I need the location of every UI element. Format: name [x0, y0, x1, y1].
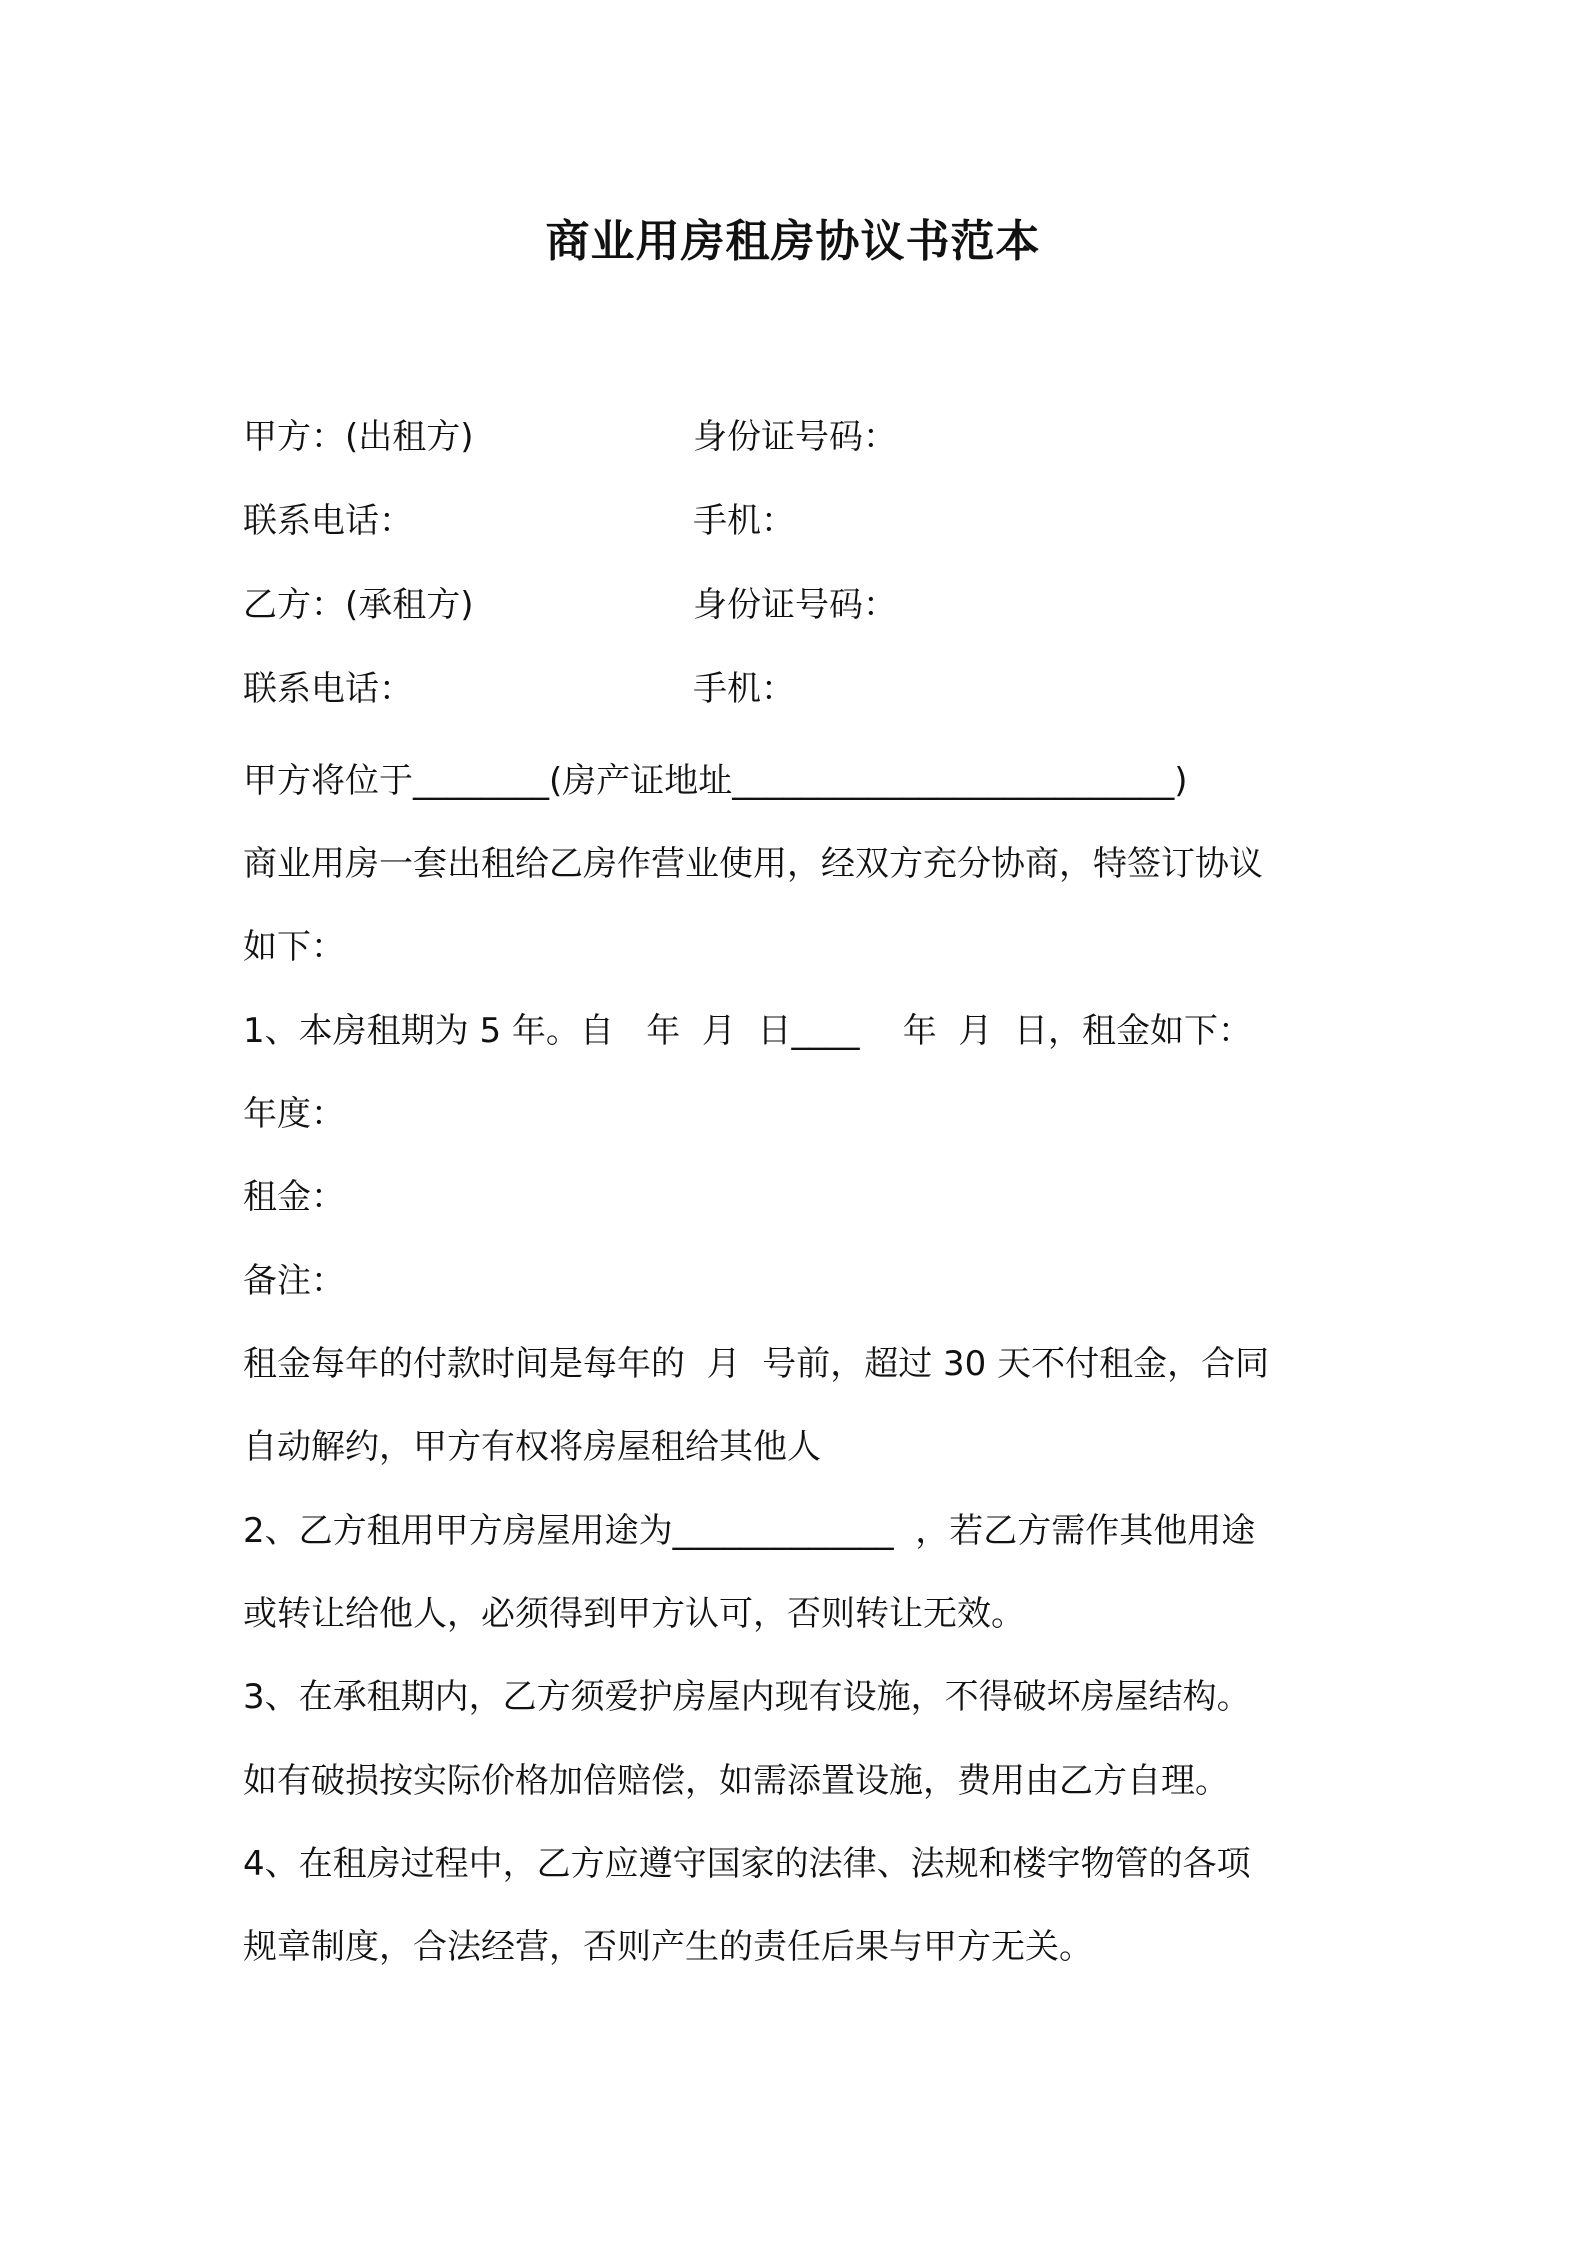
- body-line: 规章制度，合法经营，否则产生的责任后果与甲方无关。: [243, 1927, 1093, 1967]
- body-line: 租金每年的付款时间是每年的 月 号前，超过 30 天不付租金，合同: [243, 1344, 1270, 1384]
- party-a-id-label: 身份证号码：: [693, 417, 897, 457]
- remarks-label: 备注：: [243, 1261, 345, 1301]
- party-b-id-label: 身份证号码：: [693, 585, 897, 625]
- body-line: 甲方将位于________(房产证地址__________________________): [243, 761, 1188, 801]
- year-label: 年度：: [243, 1094, 345, 1134]
- clause-2-line: 2、乙方租用甲方房屋用途为_____________ ，若乙方需作其他用途: [243, 1511, 1256, 1551]
- body-line: 如下：: [243, 927, 345, 967]
- body-line: 自动解约，甲方有权将房屋租给其他人: [243, 1427, 821, 1467]
- clause-1-line: 1、本房租期为 5 年。自 年 月 日____ 年 月 日，租金如下：: [243, 1011, 1252, 1051]
- clause-4-line: 4、在租房过程中，乙方应遵守国家的法律、法规和楼宇物管的各项: [243, 1844, 1251, 1884]
- party-b-phone-label: 联系电话：: [243, 669, 413, 709]
- body-line: 如有破损按实际价格加倍赔偿，如需添置设施，费用由乙方自理。: [243, 1761, 1229, 1801]
- body-line: 商业用房一套出租给乙房作营业使用，经双方充分协商，特签订协议: [243, 844, 1263, 884]
- party-a-mobile-label: 手机：: [693, 501, 795, 541]
- document-title: 商业用房租房协议书范本: [545, 216, 1041, 267]
- rent-label: 租金：: [243, 1177, 345, 1217]
- party-b-label: 乙方：(承租方): [243, 585, 474, 625]
- clause-3-line: 3、在承租期内，乙方须爱护房屋内现有设施，不得破坏房屋结构。: [243, 1677, 1251, 1717]
- party-b-mobile-label: 手机：: [693, 669, 795, 709]
- party-a-label: 甲方：(出租方): [243, 417, 474, 457]
- party-a-phone-label: 联系电话：: [243, 501, 413, 541]
- body-line: 或转让给他人，必须得到甲方认可，否则转让无效。: [243, 1594, 1025, 1634]
